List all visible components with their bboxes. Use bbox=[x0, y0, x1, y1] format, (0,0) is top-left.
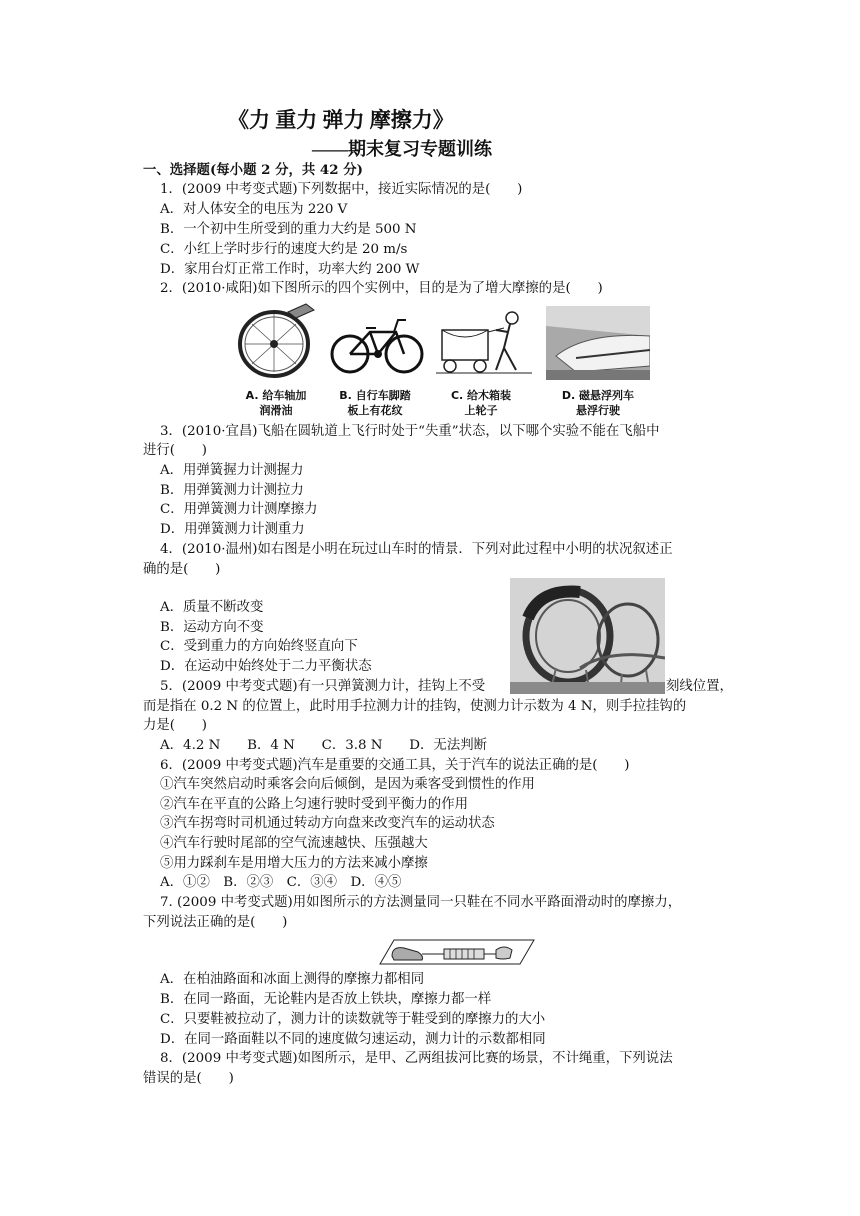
question-5-stem-line1-b: 刻线位置， bbox=[666, 679, 733, 694]
question-4-option-a: A．质量不断改变 bbox=[160, 600, 264, 615]
question-3-stem-line2: 进行( ) bbox=[143, 443, 208, 458]
question-6-options: A．①② B．②③ C．③④ D．④⑤ bbox=[160, 875, 402, 890]
question-5-options: A．4.2 N B．4 N C．3.8 N D．无法判断 bbox=[160, 738, 487, 753]
bicycle-wheel-figure bbox=[236, 302, 318, 382]
question-4-stem-line2: 确的是( ) bbox=[143, 562, 221, 577]
question-7-option-d: D．在同一路面鞋以不同的速度做匀速运动，测力计的示数都相同 bbox=[160, 1032, 546, 1047]
shoe-spring-scale-figure bbox=[378, 936, 536, 968]
question-8-stem-line1: 8．(2009 中考变式题)如图所示，是甲、乙两组拔河比赛的场景，不计绳重，下列说法 bbox=[160, 1051, 673, 1066]
question-3-stem-line1: 3．(2010·宜昌)飞船在圆轨道上飞行时处于“失重”状态，以下哪个实验不能在飞船中 bbox=[160, 424, 660, 439]
question-7-stem-line2: 下列说法正确的是( ) bbox=[143, 915, 288, 930]
figure-caption-a: A. 给车轴加 润滑油 bbox=[245, 389, 307, 417]
roller-coaster-photo bbox=[510, 578, 665, 694]
question-4-stem-line1: 4．(2010·温州)如右图是小明在玩过山车时的情景．下列对此过程中小明的状况叙述正 bbox=[160, 542, 673, 557]
page-subtitle: ——期末复习专题训练 bbox=[312, 139, 492, 159]
section-heading: 一、选择题(每小题 2 分，共 42 分) bbox=[143, 162, 363, 178]
question-3-option-c: C．用弹簧测力计测摩擦力 bbox=[160, 502, 318, 517]
question-6-statement-2: ②汽车在平直的公路上匀速行驶时受到平衡力的作用 bbox=[160, 797, 468, 812]
question-2-stem: 2．(2010·咸阳)如下图所示的四个实例中，目的是为了增大摩擦的是( ) bbox=[160, 281, 603, 296]
question-6-statement-5: ⑤用力踩刹车是用增大压力的方法来减小摩擦 bbox=[160, 856, 428, 871]
question-7-option-b: B．在同一路面，无论鞋内是否放上铁块，摩擦力都一样 bbox=[160, 992, 492, 1007]
figure-caption-b: B. 自行车脚踏 板上有花纹 bbox=[339, 389, 411, 417]
question-5-stem-line1-a: 5．(2009 中考变式题)有一只弹簧测力计，挂钩上不受 bbox=[160, 679, 486, 694]
bicycle-figure bbox=[330, 312, 424, 376]
question-1-option-a: A．对人体安全的电压为 220 V bbox=[160, 202, 348, 217]
question-3-option-a: A．用弹簧握力计测握力 bbox=[160, 463, 304, 478]
question-8-stem-line2: 错误的是( ) bbox=[143, 1071, 234, 1086]
question-6-statement-1: ①汽车突然启动时乘客会向后倾倒，是因为乘客受到惯性的作用 bbox=[160, 777, 535, 792]
question-4-option-c: C．受到重力的方向始终竖直向下 bbox=[160, 639, 358, 654]
question-3-option-d: D．用弹簧测力计测重力 bbox=[160, 522, 305, 537]
maglev-train-photo bbox=[546, 306, 650, 380]
question-4-option-d: D．在运动中始终处于二力平衡状态 bbox=[160, 659, 372, 674]
question-1-option-d: D．家用台灯正常工作时，功率大约 200 W bbox=[160, 262, 420, 277]
question-7-option-a: A．在柏油路面和冰面上测得的摩擦力都相同 bbox=[160, 972, 425, 987]
question-5-stem-line2: 而是指在 0.2 N 的位置上，此时用手拉测力计的挂钩，使测力计示数为 4 N，则手拉挂钩的 bbox=[143, 699, 687, 714]
question-3-option-b: B．用弹簧测力计测拉力 bbox=[160, 483, 304, 498]
question-1-option-b: B．一个初中生所受到的重力大约是 500 N bbox=[160, 222, 417, 237]
question-1-stem: 1．(2009 中考变式题)下列数据中，接近实际情况的是( ) bbox=[160, 182, 523, 197]
page-title: 《力 重力 弹力 摩擦力》 bbox=[228, 108, 454, 132]
question-1-option-c: C．小红上学时步行的速度大约是 20 m/s bbox=[160, 242, 408, 257]
question-6-stem: 6．(2009 中考变式题)汽车是重要的交通工具，关于汽车的说法正确的是( ) bbox=[160, 758, 630, 773]
figure-caption-c: C. 给木箱装 上轮子 bbox=[450, 389, 512, 417]
question-5-stem-line3: 力是( ) bbox=[143, 718, 208, 733]
question-7-option-c: C．只要鞋被拉动了，测力计的读数就等于鞋受到的摩擦力的大小 bbox=[160, 1012, 546, 1027]
wooden-box-figure bbox=[436, 308, 532, 380]
figure-caption-d: D. 磁悬浮列车 悬浮行驶 bbox=[561, 389, 635, 417]
question-6-statement-4: ④汽车行驶时尾部的空气流速越快、压强越大 bbox=[160, 836, 428, 851]
question-6-statement-3: ③汽车拐弯时司机通过转动方向盘来改变汽车的运动状态 bbox=[160, 816, 495, 831]
question-7-stem-line1: 7. (2009 中考变式题)用如图所示的方法测量同一只鞋在不同水平路面滑动时的摩擦力， bbox=[160, 895, 682, 910]
question-4-option-b: B．运动方向不变 bbox=[160, 620, 264, 635]
